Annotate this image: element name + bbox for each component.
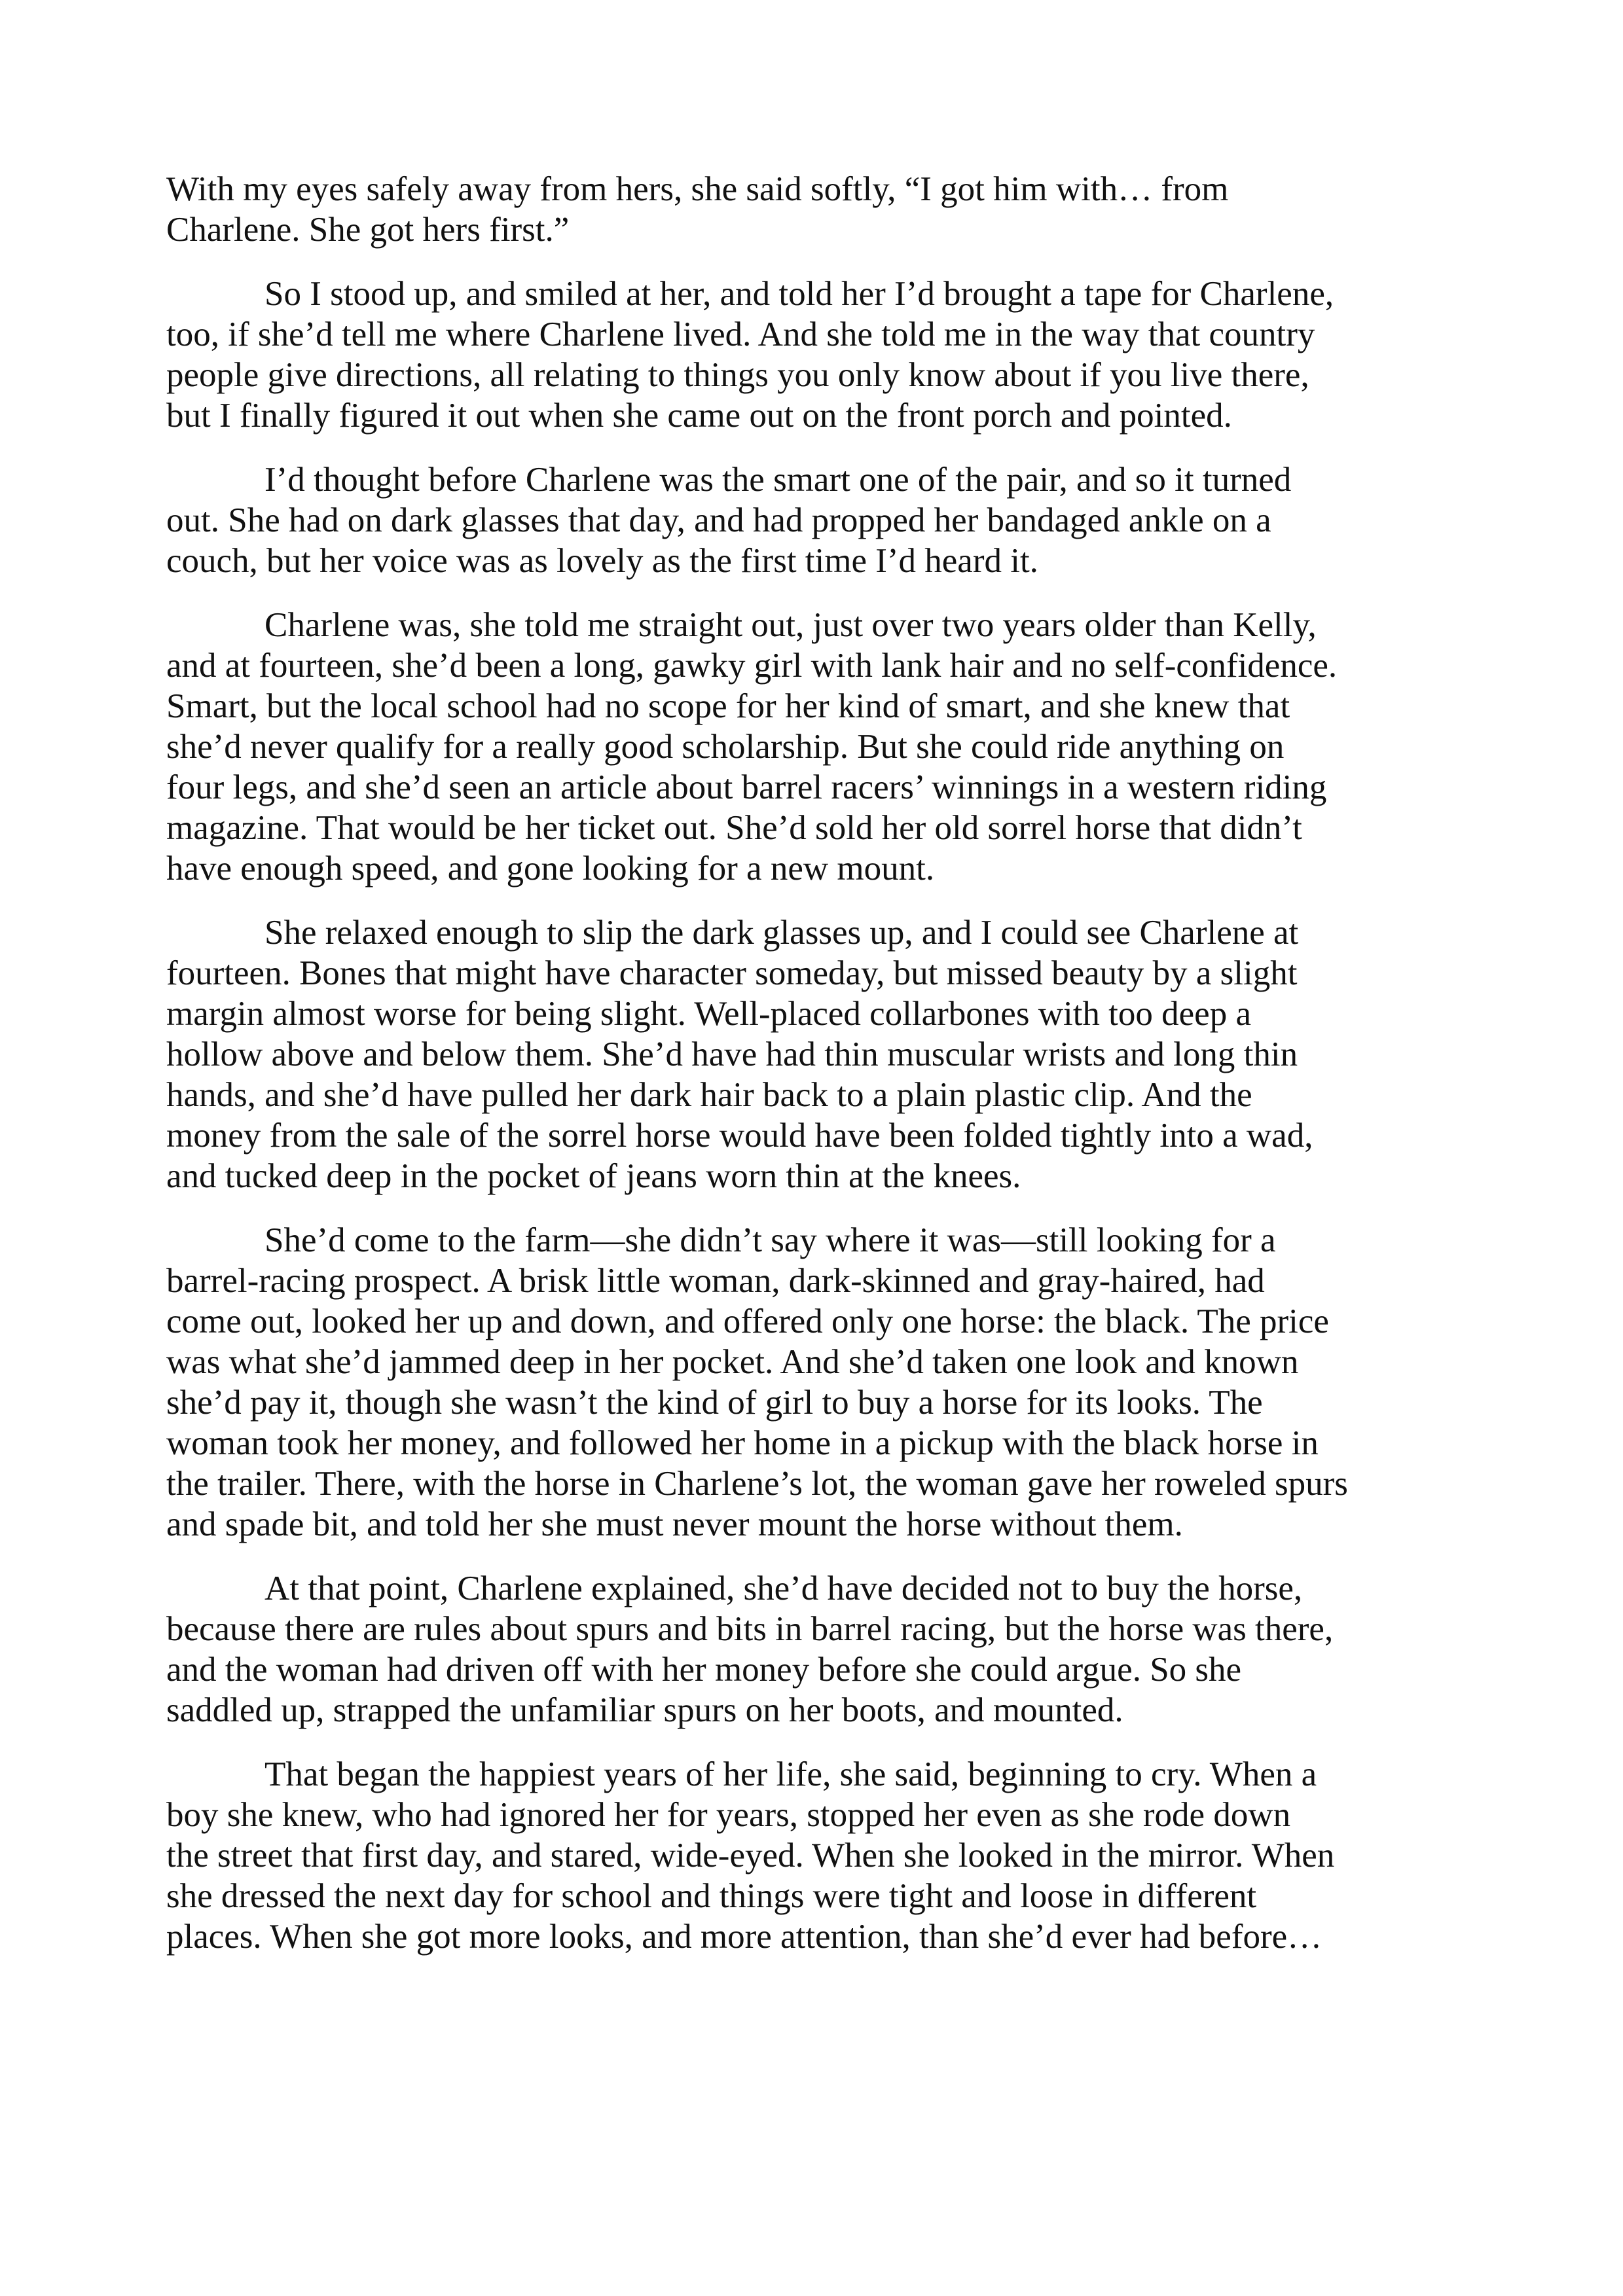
text-line: the trailer. There, with the horse in Charlene’s lot, the woman gave her roweled spurs xyxy=(166,1465,1348,1503)
text-line: and the woman had driven off with her money before she could argue. So she xyxy=(166,1651,1242,1689)
text-line: hands, and she’d have pulled her dark hair back to a plain plastic clip. And the xyxy=(166,1076,1252,1114)
text-line: Smart, but the local school had no scope for her kind of smart, and she knew that xyxy=(166,687,1290,725)
body-text xyxy=(166,169,1463,1981)
text-line: saddled up, strapped the unfamiliar spurs on her boots, and mounted. xyxy=(166,1691,1123,1729)
text-line: woman took her money, and followed her home in a pickup with the black horse in xyxy=(166,1424,1319,1462)
text-line: people give directions, all relating to things you only know about if you live there, xyxy=(166,356,1309,394)
text-line: magazine. That would be her ticket out. She’d sold her old sorrel horse that didn’t xyxy=(166,809,1302,847)
text-line: she’d pay it, though she wasn’t the kind of girl to buy a horse for its looks. The xyxy=(166,1384,1263,1422)
paragraph xyxy=(166,605,1463,889)
text-line: places. When she got more looks, and more attention, than she’d ever had before… xyxy=(166,1918,1322,1956)
text-line: and at fourteen, she’d been a long, gawky girl with lank hair and no self-confidence. xyxy=(166,647,1338,685)
paragraph xyxy=(166,1220,1463,1545)
paragraph xyxy=(166,169,1463,250)
paragraph xyxy=(166,459,1463,581)
text-line: money from the sale of the sorrel horse would have been folded tightly into a wad, xyxy=(166,1117,1313,1155)
text-line: barrel-racing prospect. A brisk little woman, dark-skinned and gray-haired, had xyxy=(166,1262,1265,1300)
paragraph xyxy=(166,274,1463,436)
paragraph xyxy=(166,912,1463,1196)
text-line: because there are rules about spurs and bits in barrel racing, but the horse was there, xyxy=(166,1610,1334,1648)
text-line: too, if she’d tell me where Charlene lived. And she told me in the way that country xyxy=(166,315,1315,353)
text-line: hollow above and below them. She’d have had thin muscular wrists and long thin xyxy=(166,1035,1298,1073)
text-line: She’d come to the farm—she didn’t say where it was—still looking for a xyxy=(264,1221,1276,1259)
text-line: and tucked deep in the pocket of jeans worn thin at the knees. xyxy=(166,1157,1021,1195)
text-line: That began the happiest years of her life, she said, beginning to cry. When a xyxy=(264,1755,1317,1793)
text-line: I’d thought before Charlene was the smart one of the pair, and so it turned xyxy=(264,461,1292,499)
paragraph xyxy=(166,1754,1463,1957)
text-line: she’d never qualify for a really good scholarship. But she could ride anything on xyxy=(166,728,1285,766)
text-line: but I finally figured it out when she came out on the front porch and pointed. xyxy=(166,397,1232,435)
text-line: So I stood up, and smiled at her, and told her I’d brought a tape for Charlene, xyxy=(264,275,1334,313)
text-line: come out, looked her up and down, and offered only one horse: the black. The price xyxy=(166,1302,1329,1340)
text-line: Charlene was, she told me straight out, just over two years older than Kelly, xyxy=(264,606,1317,644)
text-line: have enough speed, and gone looking for a new mount. xyxy=(166,850,935,888)
text-line: fourteen. Bones that might have character someday, but missed beauty by a slight xyxy=(166,954,1298,992)
text-line: she dressed the next day for school and things were tight and loose in different xyxy=(166,1877,1257,1915)
text-line: couch, but her voice was as lovely as the first time I’d heard it. xyxy=(166,542,1038,580)
text-line: four legs, and she’d seen an article about barrel racers’ winnings in a western riding xyxy=(166,768,1327,806)
text-line: At that point, Charlene explained, she’d have decided not to buy the horse, xyxy=(264,1570,1303,1607)
text-line: Charlene. She got hers first.” xyxy=(166,211,570,249)
text-line: and spade bit, and told her she must never mount the horse without them. xyxy=(166,1505,1183,1543)
text-line: out. She had on dark glasses that day, and had propped her bandaged ankle on a xyxy=(166,501,1271,539)
text-line: With my eyes safely away from hers, she said softly, “I got him with… from xyxy=(166,170,1229,208)
text-line: was what she’d jammed deep in her pocket. And she’d taken one look and known xyxy=(166,1343,1299,1381)
text-line: boy she knew, who had ignored her for years, stopped her even as she rode down xyxy=(166,1796,1291,1834)
paragraph xyxy=(166,1568,1463,1731)
text-line: the street that first day, and stared, wide-eyed. When she looked in the mirror. When xyxy=(166,1837,1335,1874)
text-line: She relaxed enough to slip the dark glasses up, and I could see Charlene at xyxy=(264,914,1299,952)
text-line: margin almost worse for being slight. Well-placed collarbones with too deep a xyxy=(166,995,1251,1033)
